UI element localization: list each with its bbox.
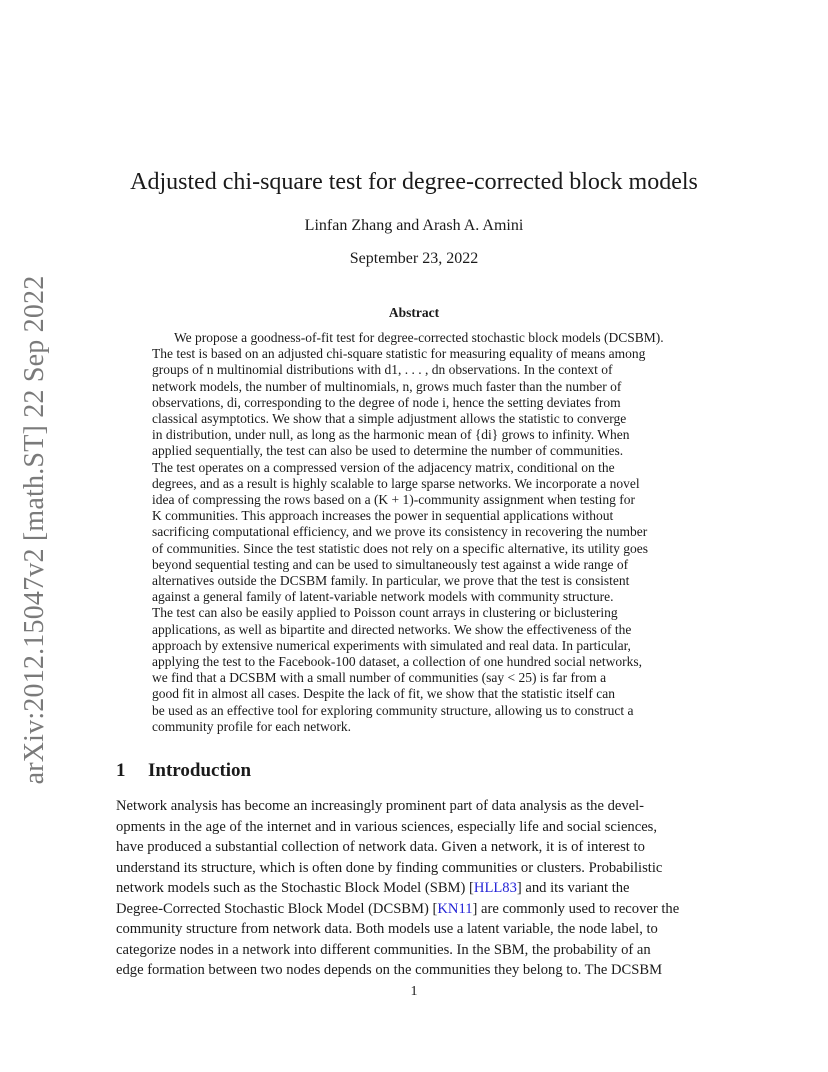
abstract-line: groups of n multinomial distributions with d1, . . . , dn observations. In the context of	[152, 362, 613, 378]
text-line: edge formation between two nodes depends on the communities they belong to. The DCSBM	[116, 962, 663, 978]
paper-title: Adjusted chi-square test for degree-corrected block models	[130, 169, 698, 195]
abstract-line: alternatives outside the DCSBM family. In particular, we prove that the test is consistent	[152, 573, 630, 589]
abstract-line: in distribution, under null, as long as the harmonic mean of {di} grows to infinity. When	[152, 427, 630, 443]
paper-date: September 23, 2022	[349, 250, 479, 267]
authors: Linfan Zhang and Arash A. Amini	[304, 217, 524, 234]
abstract-heading: Abstract	[388, 305, 440, 320]
arxiv-identifier-stamp: arXiv:2012.15047v2 [math.ST] 22 Sep 2022	[19, 275, 50, 785]
abstract-line: be used as an effective tool for exploring community structure, allowing us to construct a	[152, 702, 634, 718]
abstract-line: The test is based on an adjusted chi-square statistic for measuring equality of means among	[152, 346, 646, 362]
section-title: Introduction	[148, 760, 252, 781]
text-line	[116, 899, 713, 920]
citation-link-hll83[interactable]: HLL83	[473, 880, 517, 896]
abstract-text	[152, 330, 677, 735]
text-fragment: ] and its variant the	[516, 880, 630, 896]
abstract-line: applying the test to the Facebook-100 dataset, a collection of one hundred social networks,	[152, 654, 642, 670]
abstract-line: The test operates on a compressed version of the adjacency matrix, conditional on the	[152, 459, 615, 475]
text-fragment: network models such as the Stochastic Block Model (SBM) [	[116, 880, 474, 896]
abstract-line: against a general family of latent-variable network models with community structure.	[152, 589, 614, 605]
abstract-line: The test can also be easily applied to Poisson count arrays in clustering or biclustering	[152, 605, 618, 621]
text-line: understand its structure, which is often done by finding communities or clusters. Probabilistic	[116, 859, 663, 876]
abstract-line: network models, the number of multinomials, n, grows much faster than the number of	[152, 378, 622, 394]
abstract-line: approach by extensive numerical experiments with simulated and real data. In particular,	[152, 637, 631, 653]
text-line: have produced a substantial collection of network data. Given a network, it is of interest to	[116, 839, 645, 855]
citation-link-kn11[interactable]: KN11	[437, 900, 473, 917]
abstract-line: observations, di, corresponding to the degree of node i, hence the setting deviates from	[152, 394, 621, 410]
abstract-line: applied sequentially, the test can also be used to determine the number of communities.	[152, 443, 624, 459]
text-line: community structure from network data. Both models use a latent variable, the node label, to	[116, 921, 658, 937]
text-fragment: Degree-Corrected Stochastic Block Model (DCSBM) [	[116, 900, 438, 917]
abstract-line: idea of compressing the rows based on a (K + 1)-community assignment when testing for	[152, 492, 636, 508]
abstract-line: K communities. This approach increases the power in sequential applications without	[152, 508, 614, 524]
text-line	[116, 878, 713, 899]
section-number: 1	[116, 760, 126, 781]
page-number: 1	[410, 984, 418, 999]
text-fragment: ] are commonly used to recover the	[472, 900, 680, 917]
section-heading-introduction	[116, 759, 251, 783]
abstract-line: community profile for each network.	[152, 718, 352, 734]
abstract-line: classical asymptotics. We show that a simple adjustment allows the statistic to converge	[152, 411, 627, 427]
abstract-line: We propose a goodness-of-fit test for degree-corrected stochastic block models (DCSBM).	[174, 330, 664, 345]
abstract-line: we find that a DCSBM with a small number of communities (say < 25) is far from a	[152, 670, 607, 686]
text-line: Network analysis has become an increasingly prominent part of data analysis as the devel-	[116, 798, 645, 814]
abstract-line: degrees, and as a result is highly scalable to large sparse networks. We incorporate a novel	[152, 475, 640, 491]
introduction-text	[116, 796, 713, 981]
text-line: opments in the age of the internet and in various sciences, especially life and social sciences,	[116, 818, 657, 835]
abstract-line: applications, as well as bipartite and directed networks. We show the effectiveness of the	[152, 621, 632, 637]
text-line: categorize nodes in a network into different communities. In the SBM, the probability of an	[116, 941, 651, 958]
abstract-line: sacrificing computational efficiency, and we prove its consistency in recovering the number	[152, 524, 648, 540]
abstract-line: of communities. Since the test statistic does not rely on a specific alternative, its utility goes	[152, 540, 649, 556]
abstract-line: beyond sequential testing and can be used to simultaneously test against a wide range of	[152, 556, 629, 572]
abstract-line: good fit in almost all cases. Despite the lack of fit, we show that the statistic itself can	[152, 686, 616, 702]
